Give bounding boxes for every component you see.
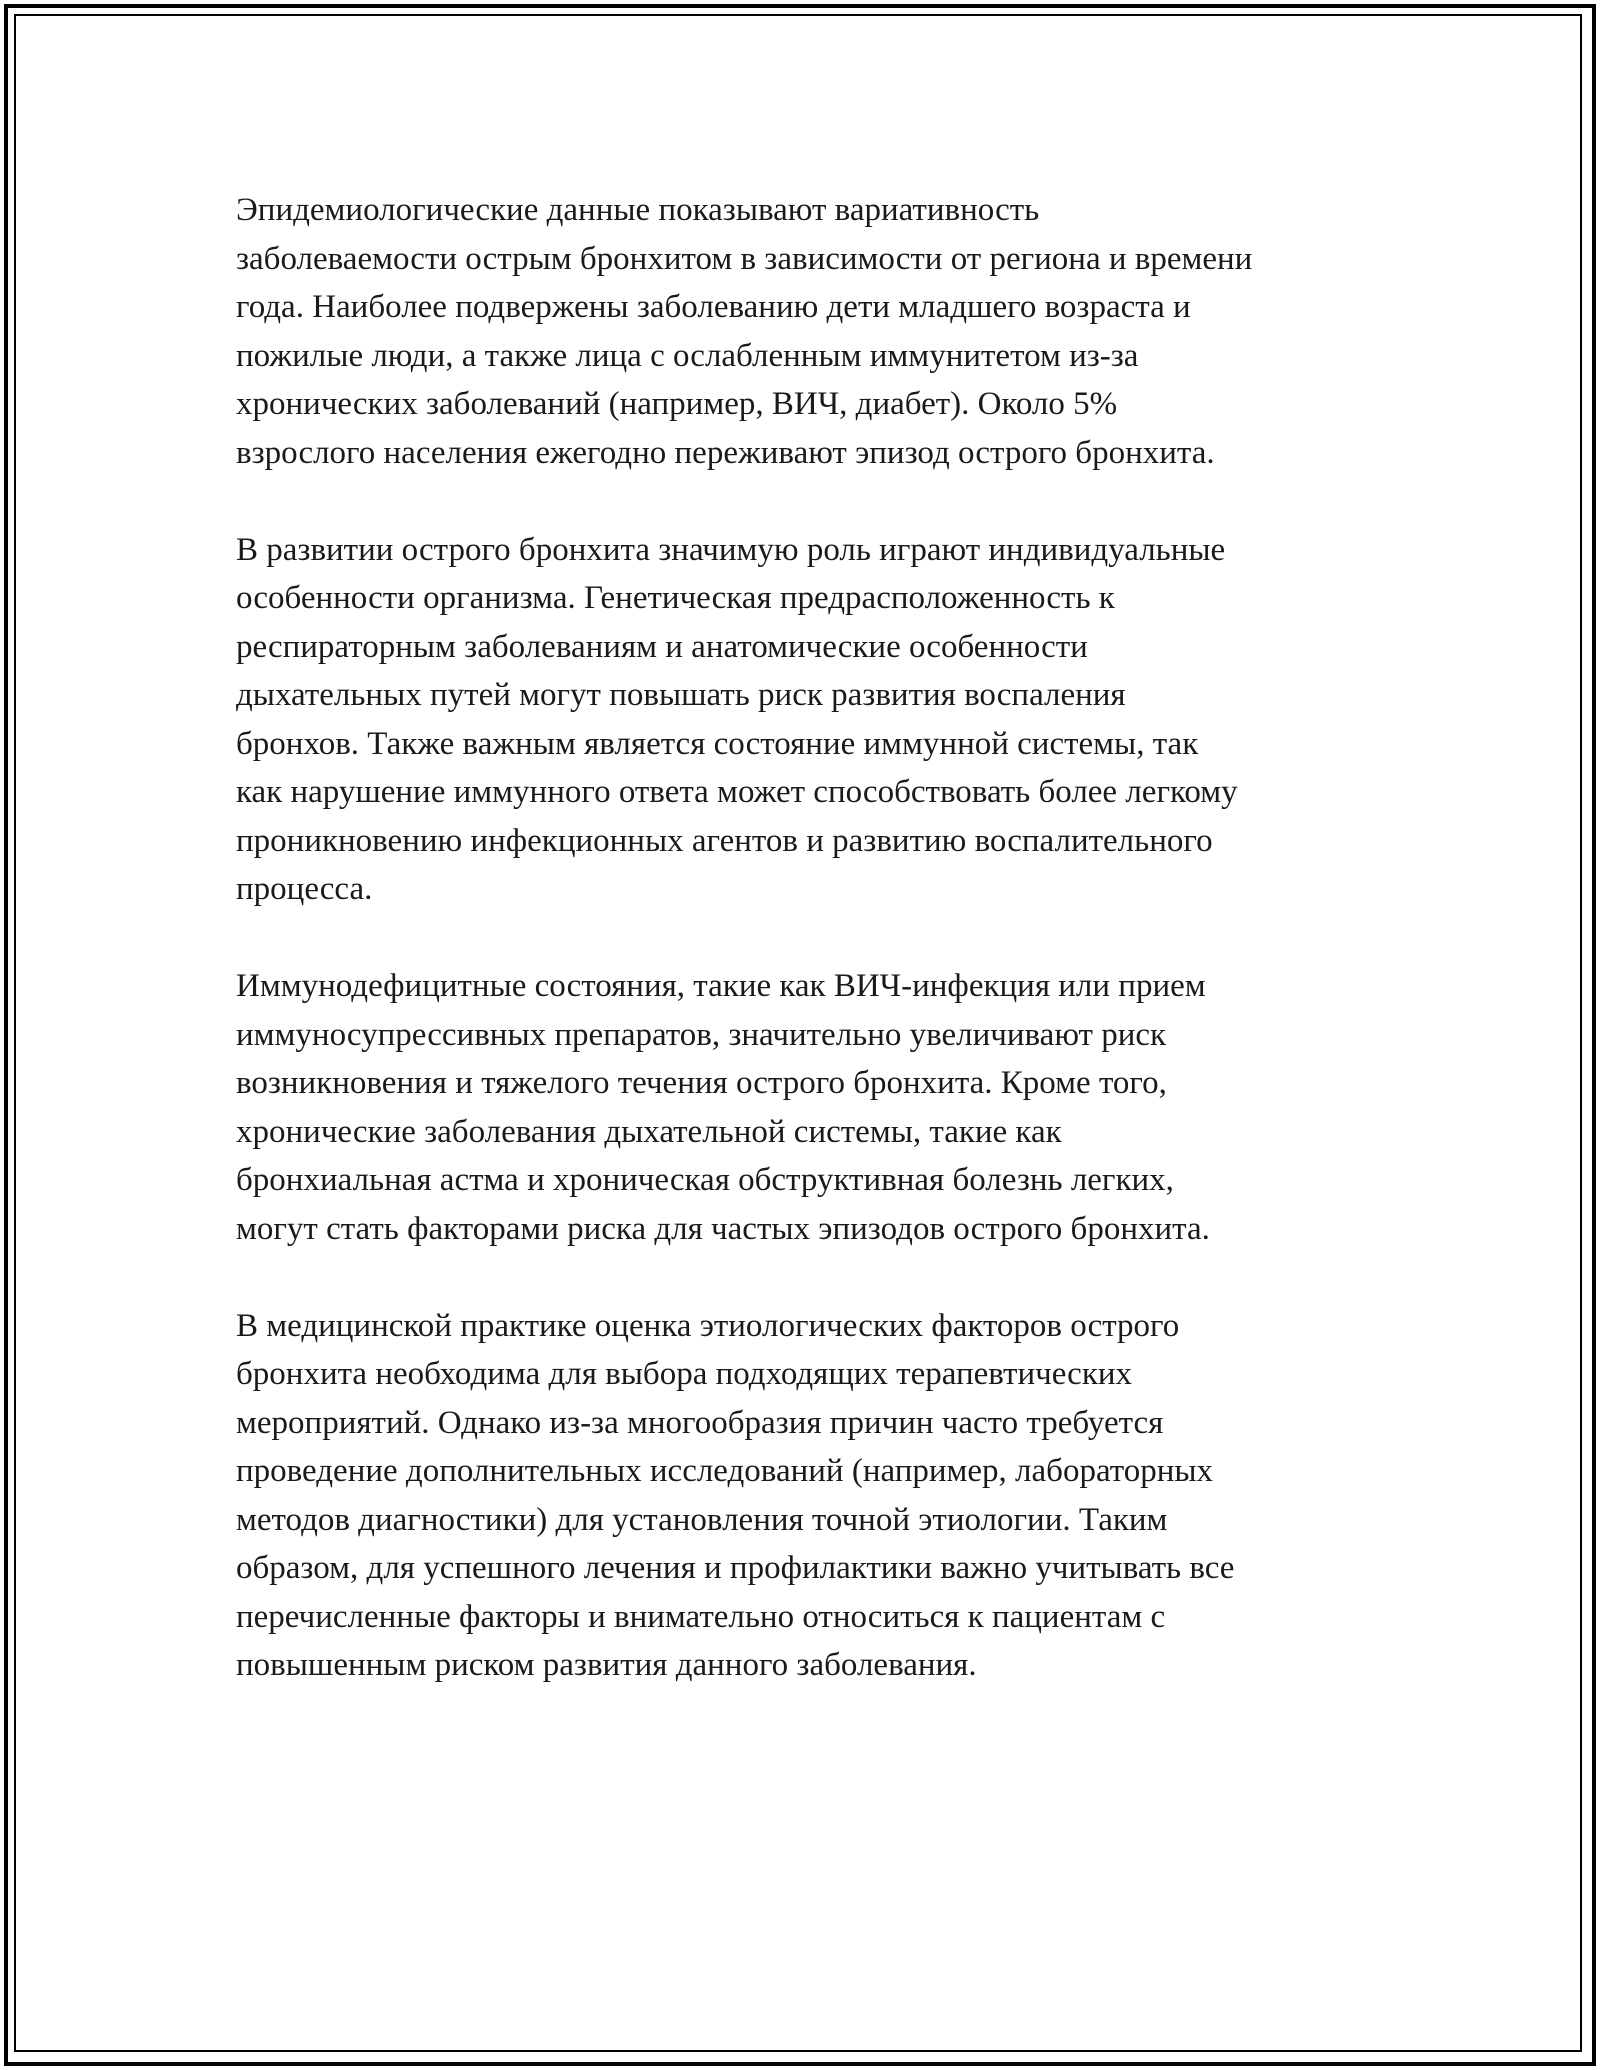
- text-line: пожилые люди, а также лица с ослабленным иммунитетом из-за: [236, 337, 1139, 374]
- text-line: иммуносупрессивных препаратов, значительно увеличивают риск: [236, 1016, 1167, 1053]
- text-line: бронхиальная астма и хроническая обструктивная болезнь легких,: [236, 1162, 1174, 1198]
- text-line: дыхательных путей могут повышать риск развития воспаления: [236, 677, 1126, 713]
- paragraph-individual-factors: [236, 526, 1376, 914]
- document-body: [236, 186, 1376, 1738]
- text-line: особенности организма. Генетическая предрасположенность к: [236, 580, 1115, 616]
- text-line: проникновению инфекционных агентов и развитию воспалительного: [236, 822, 1213, 859]
- text-line: процесса.: [236, 871, 373, 907]
- text-line: заболеваемости острым бронхитом в зависимости от региона и времени: [236, 240, 1253, 277]
- text-line: года. Наиболее подвержены заболеванию дети младшего возраста и: [236, 289, 1191, 325]
- paragraph-epidemiology: [236, 186, 1376, 477]
- text-line: как нарушение иммунного ответа может способствовать более легкому: [236, 774, 1238, 810]
- text-line: бронхита необходима для выбора подходящих терапевтических: [236, 1356, 1133, 1392]
- text-line: проведение дополнительных исследований (например, лабораторных: [236, 1453, 1214, 1489]
- text-line: В медицинской практике оценка этиологических факторов острого: [236, 1307, 1180, 1344]
- text-line: возникновения и тяжелого течения острого бронхита. Кроме того,: [236, 1065, 1167, 1101]
- text-line: взрослого населения ежегодно переживают эпизод острого бронхита.: [236, 434, 1215, 471]
- text-line: методов диагностики) для установления точной этиологии. Таким: [236, 1501, 1168, 1538]
- text-line: В развитии острого бронхита значимую роль играют индивидуальные: [236, 531, 1226, 568]
- paragraph-immunodeficiency: [236, 962, 1376, 1253]
- text-line: повышенным риском развития данного заболевания.: [236, 1647, 977, 1683]
- text-line: Иммунодефицитные состояния, такие как ВИЧ-инфекция или прием: [236, 968, 1206, 1004]
- text-line: перечисленные факторы и внимательно относиться к пациентам с: [236, 1598, 1166, 1635]
- text-line: мероприятий. Однако из-за многообразия причин часто требуется: [236, 1404, 1164, 1441]
- text-line: могут стать факторами риска для частых эпизодов острого бронхита.: [236, 1210, 1210, 1247]
- text-line: образом, для успешного лечения и профилактики важно учитывать все: [236, 1550, 1235, 1586]
- text-line: хронических заболеваний (например, ВИЧ, диабет). Около 5%: [236, 386, 1118, 422]
- text-line: хронические заболевания дыхательной системы, такие как: [236, 1113, 1062, 1150]
- text-line: респираторным заболеваниям и анатомические особенности: [236, 628, 1088, 665]
- text-line: бронхов. Также важным является состояние иммунной системы, так: [236, 725, 1199, 762]
- paragraph-medical-practice: [236, 1302, 1376, 1690]
- text-line: Эпидемиологические данные показывают вариативность: [236, 192, 1040, 228]
